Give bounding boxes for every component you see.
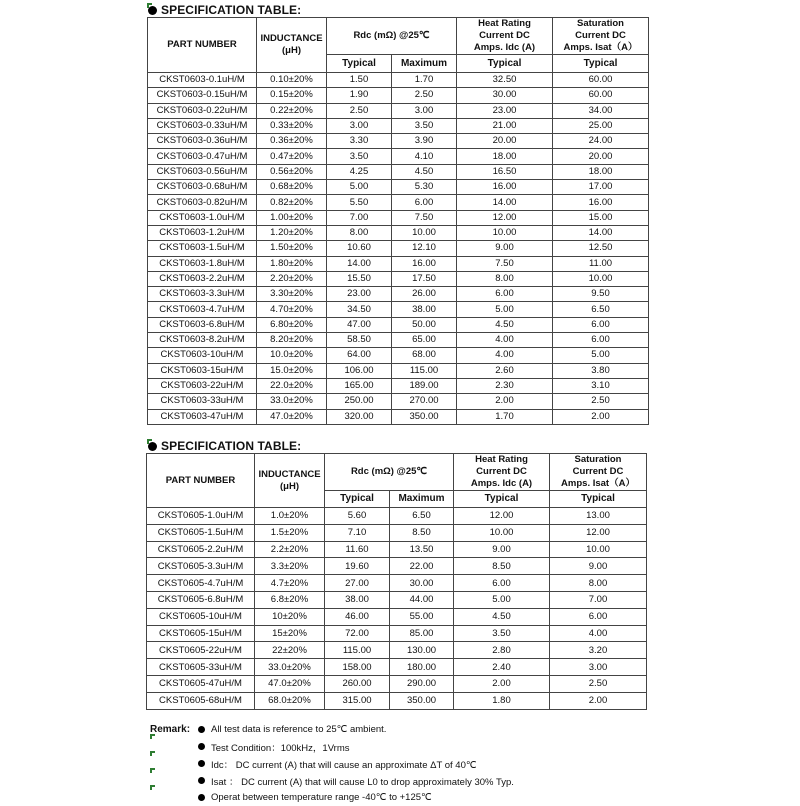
section-title-text: SPECIFICATION TABLE: [161,439,302,453]
idc-typical-cell: 9.00 [457,241,553,256]
bullet-icon [198,743,205,750]
table-row [148,118,649,133]
table-row [148,394,649,409]
isat-typical-cell: 60.00 [553,73,649,88]
rdc-typical-cell: 3.50 [327,149,392,164]
rdc-typical-cell: 115.00 [325,642,390,659]
rdc-typical-cell: 58.50 [327,333,392,348]
isat-typical-cell: 14.00 [553,225,649,240]
inductance-cell: 1.50±20% [257,241,327,256]
rdc-maximum-cell: 8.50 [390,524,454,541]
bullet-icon [198,760,205,767]
rdc-typical-cell: 64.00 [327,348,392,363]
rdc-maximum-cell: 68.00 [392,348,457,363]
part-number-cell: CKST0605-68uH/M [147,692,255,709]
remark-text: Idc： DC current (A) that will cause an approximate ΔT of 40℃ [211,759,477,771]
part-number-cell: CKST0603-0.68uH/M [148,180,257,195]
inductance-cell: 1.20±20% [257,225,327,240]
idc-typical-cell: 14.00 [457,195,553,210]
isat-typical-cell: 6.00 [553,333,649,348]
inductance-cell: 33.0±20% [255,659,325,676]
idc-typical-cell: 1.80 [454,692,550,709]
idc-typical-cell: 5.00 [457,302,553,317]
idc-typical-cell: 5.00 [454,591,550,608]
rdc-maximum-cell: 38.00 [392,302,457,317]
header-saturation: Saturation Current DC Amps. Isat（A） [550,454,647,491]
idc-typical-cell: 12.00 [454,508,550,525]
rdc-typical-cell: 14.00 [327,256,392,271]
table-row [148,180,649,195]
isat-typical-cell: 2.50 [553,394,649,409]
isat-typical-cell: 8.00 [550,575,647,592]
part-number-cell: CKST0605-2.2uH/M [147,541,255,558]
table-row [147,625,647,642]
inductance-cell: 0.33±20% [257,118,327,133]
part-number-cell: CKST0605-33uH/M [147,659,255,676]
rdc-typical-cell: 47.00 [327,317,392,332]
table-row [147,541,647,558]
part-number-cell: CKST0603-10uH/M [148,348,257,363]
idc-typical-cell: 21.00 [457,118,553,133]
table-row [148,287,649,302]
isat-typical-cell: 17.00 [553,180,649,195]
isat-typical-cell: 6.50 [553,302,649,317]
inductance-cell: 2.2±20% [255,541,325,558]
rdc-maximum-cell: 3.00 [392,103,457,118]
inductance-cell: 0.22±20% [257,103,327,118]
table-row [148,348,649,363]
part-number-cell: CKST0605-4.7uH/M [147,575,255,592]
rdc-maximum-cell: 16.00 [392,256,457,271]
table-row [148,164,649,179]
rdc-maximum-cell: 350.00 [390,692,454,709]
isat-typical-cell: 3.10 [553,378,649,393]
header-sat-typical: Typical [553,55,649,73]
idc-typical-cell: 7.50 [457,256,553,271]
header-saturation: Saturation Current DC Amps. Isat（A） [553,18,649,55]
inductance-cell: 68.0±20% [255,692,325,709]
isat-typical-cell: 16.00 [553,195,649,210]
part-number-cell: CKST0603-3.3uH/M [148,287,257,302]
header-sat-typical: Typical [550,491,647,508]
inductance-cell: 1.0±20% [255,508,325,525]
idc-typical-cell: 18.00 [457,149,553,164]
isat-typical-cell: 13.00 [550,508,647,525]
table-row [148,241,649,256]
table-row [147,591,647,608]
rdc-typical-cell: 260.00 [325,675,390,692]
inductance-cell: 47.0±20% [257,409,327,424]
table-row [148,317,649,332]
rdc-maximum-cell: 10.00 [392,225,457,240]
isat-typical-cell: 10.00 [553,271,649,286]
part-number-cell: CKST0605-22uH/M [147,642,255,659]
inductance-cell: 33.0±20% [257,394,327,409]
remark-item [150,789,514,806]
isat-typical-cell: 20.00 [553,149,649,164]
rdc-maximum-cell: 180.00 [390,659,454,676]
idc-typical-cell: 2.00 [457,394,553,409]
isat-typical-cell: 25.00 [553,118,649,133]
part-number-cell: CKST0603-47uH/M [148,409,257,424]
part-number-cell: CKST0603-0.33uH/M [148,118,257,133]
part-number-cell: CKST0603-33uH/M [148,394,257,409]
idc-typical-cell: 12.00 [457,210,553,225]
rdc-typical-cell: 3.30 [327,134,392,149]
rdc-typical-cell: 106.00 [327,363,392,378]
inductance-cell: 0.15±20% [257,88,327,103]
isat-typical-cell: 3.00 [550,659,647,676]
isat-typical-cell: 60.00 [553,88,649,103]
rdc-maximum-cell: 44.00 [390,591,454,608]
isat-typical-cell: 5.00 [553,348,649,363]
idc-typical-cell: 4.00 [457,333,553,348]
idc-typical-cell: 2.30 [457,378,553,393]
inductance-cell: 8.20±20% [257,333,327,348]
rdc-maximum-cell: 2.50 [392,88,457,103]
part-number-cell: CKST0605-47uH/M [147,675,255,692]
header-inductance: INDUCTANCE (μH) [255,454,325,508]
rdc-typical-cell: 2.50 [327,103,392,118]
header-rdc-typical: Typical [327,55,392,73]
table-row [148,73,649,88]
inductance-cell: 6.80±20% [257,317,327,332]
part-number-cell: CKST0603-4.7uH/M [148,302,257,317]
rdc-typical-cell: 38.00 [325,591,390,608]
part-number-cell: CKST0603-15uH/M [148,363,257,378]
rdc-typical-cell: 3.00 [327,118,392,133]
part-number-cell: CKST0603-0.22uH/M [148,103,257,118]
inductance-cell: 10.0±20% [257,348,327,363]
table-row [148,271,649,286]
table-row [148,256,649,271]
inductance-cell: 0.56±20% [257,164,327,179]
header-part-number: PART NUMBER [148,18,257,73]
header-heat-typical: Typical [454,491,550,508]
isat-typical-cell: 6.00 [553,317,649,332]
idc-typical-cell: 20.00 [457,134,553,149]
marker-tick-icon [150,751,155,756]
rdc-maximum-cell: 130.00 [390,642,454,659]
inductance-cell: 0.47±20% [257,149,327,164]
rdc-typical-cell: 165.00 [327,378,392,393]
spec-table-0605 [146,453,647,710]
rdc-maximum-cell: 290.00 [390,675,454,692]
isat-typical-cell: 9.50 [553,287,649,302]
table-row [148,134,649,149]
remarks-section [150,721,514,806]
rdc-typical-cell: 7.10 [325,524,390,541]
remarks-label: Remark: [150,724,191,735]
rdc-maximum-cell: 26.00 [392,287,457,302]
isat-typical-cell: 34.00 [553,103,649,118]
bullet-icon [148,6,157,15]
part-number-cell: CKST0603-1.2uH/M [148,225,257,240]
idc-typical-cell: 1.70 [457,409,553,424]
rdc-maximum-cell: 22.00 [390,558,454,575]
rdc-typical-cell: 1.50 [327,73,392,88]
rdc-typical-cell: 27.00 [325,575,390,592]
rdc-typical-cell: 250.00 [327,394,392,409]
part-number-cell: CKST0603-1.5uH/M [148,241,257,256]
rdc-typical-cell: 315.00 [325,692,390,709]
part-number-cell: CKST0603-2.2uH/M [148,271,257,286]
part-number-cell: CKST0605-6.8uH/M [147,591,255,608]
table-row [148,409,649,424]
table-row [148,302,649,317]
header-part-number: PART NUMBER [147,454,255,508]
rdc-maximum-cell: 1.70 [392,73,457,88]
marker-tick-icon [150,734,155,739]
idc-typical-cell: 10.00 [454,524,550,541]
part-number-cell: CKST0603-22uH/M [148,378,257,393]
part-number-cell: CKST0605-1.5uH/M [147,524,255,541]
rdc-maximum-cell: 189.00 [392,378,457,393]
rdc-typical-cell: 158.00 [325,659,390,676]
inductance-cell: 22±20% [255,642,325,659]
part-number-cell: CKST0603-0.82uH/M [148,195,257,210]
idc-typical-cell: 2.40 [454,659,550,676]
remark-item [150,738,514,755]
rdc-maximum-cell: 65.00 [392,333,457,348]
idc-typical-cell: 23.00 [457,103,553,118]
inductance-cell: 3.30±20% [257,287,327,302]
rdc-maximum-cell: 5.30 [392,180,457,195]
isat-typical-cell: 2.50 [550,675,647,692]
header-rdc-maximum: Maximum [390,491,454,508]
table-row [148,378,649,393]
inductance-cell: 0.68±20% [257,180,327,195]
marker-tick-icon [150,785,155,790]
inductance-cell: 22.0±20% [257,378,327,393]
inductance-cell: 0.82±20% [257,195,327,210]
idc-typical-cell: 8.50 [454,558,550,575]
rdc-typical-cell: 5.60 [325,508,390,525]
rdc-typical-cell: 1.90 [327,88,392,103]
inductance-cell: 15.0±20% [257,363,327,378]
rdc-maximum-cell: 7.50 [392,210,457,225]
isat-typical-cell: 4.00 [550,625,647,642]
isat-typical-cell: 2.00 [553,409,649,424]
isat-typical-cell: 2.00 [550,692,647,709]
rdc-maximum-cell: 85.00 [390,625,454,642]
table-row [148,333,649,348]
part-number-cell: CKST0603-6.8uH/M [148,317,257,332]
isat-typical-cell: 18.00 [553,164,649,179]
remark-text: Operat between temperature range -40℃ to +125℃ [211,792,432,803]
rdc-maximum-cell: 3.50 [392,118,457,133]
isat-typical-cell: 9.00 [550,558,647,575]
part-number-cell: CKST0603-0.56uH/M [148,164,257,179]
inductance-cell: 1.00±20% [257,210,327,225]
rdc-typical-cell: 5.50 [327,195,392,210]
table-row [148,210,649,225]
rdc-typical-cell: 15.50 [327,271,392,286]
rdc-maximum-cell: 50.00 [392,317,457,332]
rdc-typical-cell: 8.00 [327,225,392,240]
bullet-icon [198,726,205,733]
idc-typical-cell: 32.50 [457,73,553,88]
idc-typical-cell: 10.00 [457,225,553,240]
header-inductance: INDUCTANCE (μH) [257,18,327,73]
section-title-0603 [148,3,301,17]
header-rdc: Rdc (mΩ) @25℃ [325,454,454,491]
inductance-cell: 10±20% [255,608,325,625]
header-heat-typical: Typical [457,55,553,73]
rdc-maximum-cell: 55.00 [390,608,454,625]
inductance-cell: 47.0±20% [255,675,325,692]
idc-typical-cell: 6.00 [454,575,550,592]
rdc-maximum-cell: 17.50 [392,271,457,286]
idc-typical-cell: 4.00 [457,348,553,363]
inductance-cell: 4.7±20% [255,575,325,592]
idc-typical-cell: 16.00 [457,180,553,195]
isat-typical-cell: 7.00 [550,591,647,608]
idc-typical-cell: 8.00 [457,271,553,286]
rdc-typical-cell: 23.00 [327,287,392,302]
table-row [148,103,649,118]
rdc-maximum-cell: 4.10 [392,149,457,164]
table-row [148,225,649,240]
remark-item [150,755,514,772]
remark-text: Test Condition：100kHz，1Vrms [211,742,350,754]
isat-typical-cell: 12.50 [553,241,649,256]
header-rdc-typical: Typical [325,491,390,508]
rdc-typical-cell: 7.00 [327,210,392,225]
part-number-cell: CKST0605-15uH/M [147,625,255,642]
rdc-typical-cell: 46.00 [325,608,390,625]
part-number-cell: CKST0605-10uH/M [147,608,255,625]
part-number-cell: CKST0603-1.8uH/M [148,256,257,271]
table-row [148,149,649,164]
rdc-maximum-cell: 3.90 [392,134,457,149]
rdc-maximum-cell: 6.00 [392,195,457,210]
idc-typical-cell: 2.80 [454,642,550,659]
marker-tick-icon [150,768,155,773]
table-row [147,642,647,659]
idc-typical-cell: 4.50 [457,317,553,332]
table-row [147,608,647,625]
rdc-typical-cell: 10.60 [327,241,392,256]
rdc-maximum-cell: 115.00 [392,363,457,378]
header-heat-rating: Heat Rating Current DC Amps. Idc (A) [457,18,553,55]
rdc-typical-cell: 5.00 [327,180,392,195]
isat-typical-cell: 24.00 [553,134,649,149]
remark-item [150,772,514,789]
rdc-maximum-cell: 350.00 [392,409,457,424]
rdc-typical-cell: 72.00 [325,625,390,642]
inductance-cell: 1.80±20% [257,256,327,271]
part-number-cell: CKST0603-0.47uH/M [148,149,257,164]
table-row [147,692,647,709]
table-row [147,575,647,592]
spec-table-0603 [147,17,649,425]
isat-typical-cell: 11.00 [553,256,649,271]
idc-typical-cell: 9.00 [454,541,550,558]
section-title-0605 [148,439,301,453]
inductance-cell: 3.3±20% [255,558,325,575]
bullet-icon [198,777,205,784]
isat-typical-cell: 3.20 [550,642,647,659]
idc-typical-cell: 2.60 [457,363,553,378]
table-row [147,675,647,692]
table-row [148,195,649,210]
part-number-cell: CKST0603-0.15uH/M [148,88,257,103]
inductance-cell: 0.10±20% [257,73,327,88]
inductance-cell: 6.8±20% [255,591,325,608]
idc-typical-cell: 6.00 [457,287,553,302]
remark-item [150,721,514,738]
inductance-cell: 1.5±20% [255,524,325,541]
rdc-maximum-cell: 30.00 [390,575,454,592]
remark-text: Isat ： DC current (A) that will cause L0 to drop approximately 30% Typ. [211,776,514,788]
remark-text: All test data is reference to 25℃ ambient. [211,724,387,735]
inductance-cell: 4.70±20% [257,302,327,317]
bullet-icon [148,442,157,451]
inductance-cell: 0.36±20% [257,134,327,149]
table-row [147,659,647,676]
header-rdc-maximum: Maximum [392,55,457,73]
rdc-maximum-cell: 270.00 [392,394,457,409]
table-row [147,558,647,575]
isat-typical-cell: 3.80 [553,363,649,378]
header-rdc: Rdc (mΩ) @25℃ [327,18,457,55]
rdc-typical-cell: 11.60 [325,541,390,558]
table-row [147,508,647,525]
rdc-typical-cell: 4.25 [327,164,392,179]
rdc-typical-cell: 34.50 [327,302,392,317]
table-row [148,363,649,378]
rdc-maximum-cell: 4.50 [392,164,457,179]
rdc-maximum-cell: 13.50 [390,541,454,558]
inductance-cell: 15±20% [255,625,325,642]
idc-typical-cell: 16.50 [457,164,553,179]
header-heat-rating: Heat Rating Current DC Amps. Idc (A) [454,454,550,491]
rdc-typical-cell: 19.60 [325,558,390,575]
part-number-cell: CKST0603-8.2uH/M [148,333,257,348]
rdc-typical-cell: 320.00 [327,409,392,424]
table-row [147,524,647,541]
part-number-cell: CKST0605-3.3uH/M [147,558,255,575]
idc-typical-cell: 3.50 [454,625,550,642]
inductance-cell: 2.20±20% [257,271,327,286]
isat-typical-cell: 10.00 [550,541,647,558]
isat-typical-cell: 15.00 [553,210,649,225]
rdc-maximum-cell: 12.10 [392,241,457,256]
idc-typical-cell: 4.50 [454,608,550,625]
idc-typical-cell: 2.00 [454,675,550,692]
part-number-cell: CKST0603-0.36uH/M [148,134,257,149]
part-number-cell: CKST0605-1.0uH/M [147,508,255,525]
part-number-cell: CKST0603-0.1uH/M [148,73,257,88]
part-number-cell: CKST0603-1.0uH/M [148,210,257,225]
isat-typical-cell: 12.00 [550,524,647,541]
isat-typical-cell: 6.00 [550,608,647,625]
idc-typical-cell: 30.00 [457,88,553,103]
table-row [148,88,649,103]
rdc-maximum-cell: 6.50 [390,508,454,525]
section-title-text: SPECIFICATION TABLE: [161,3,302,17]
